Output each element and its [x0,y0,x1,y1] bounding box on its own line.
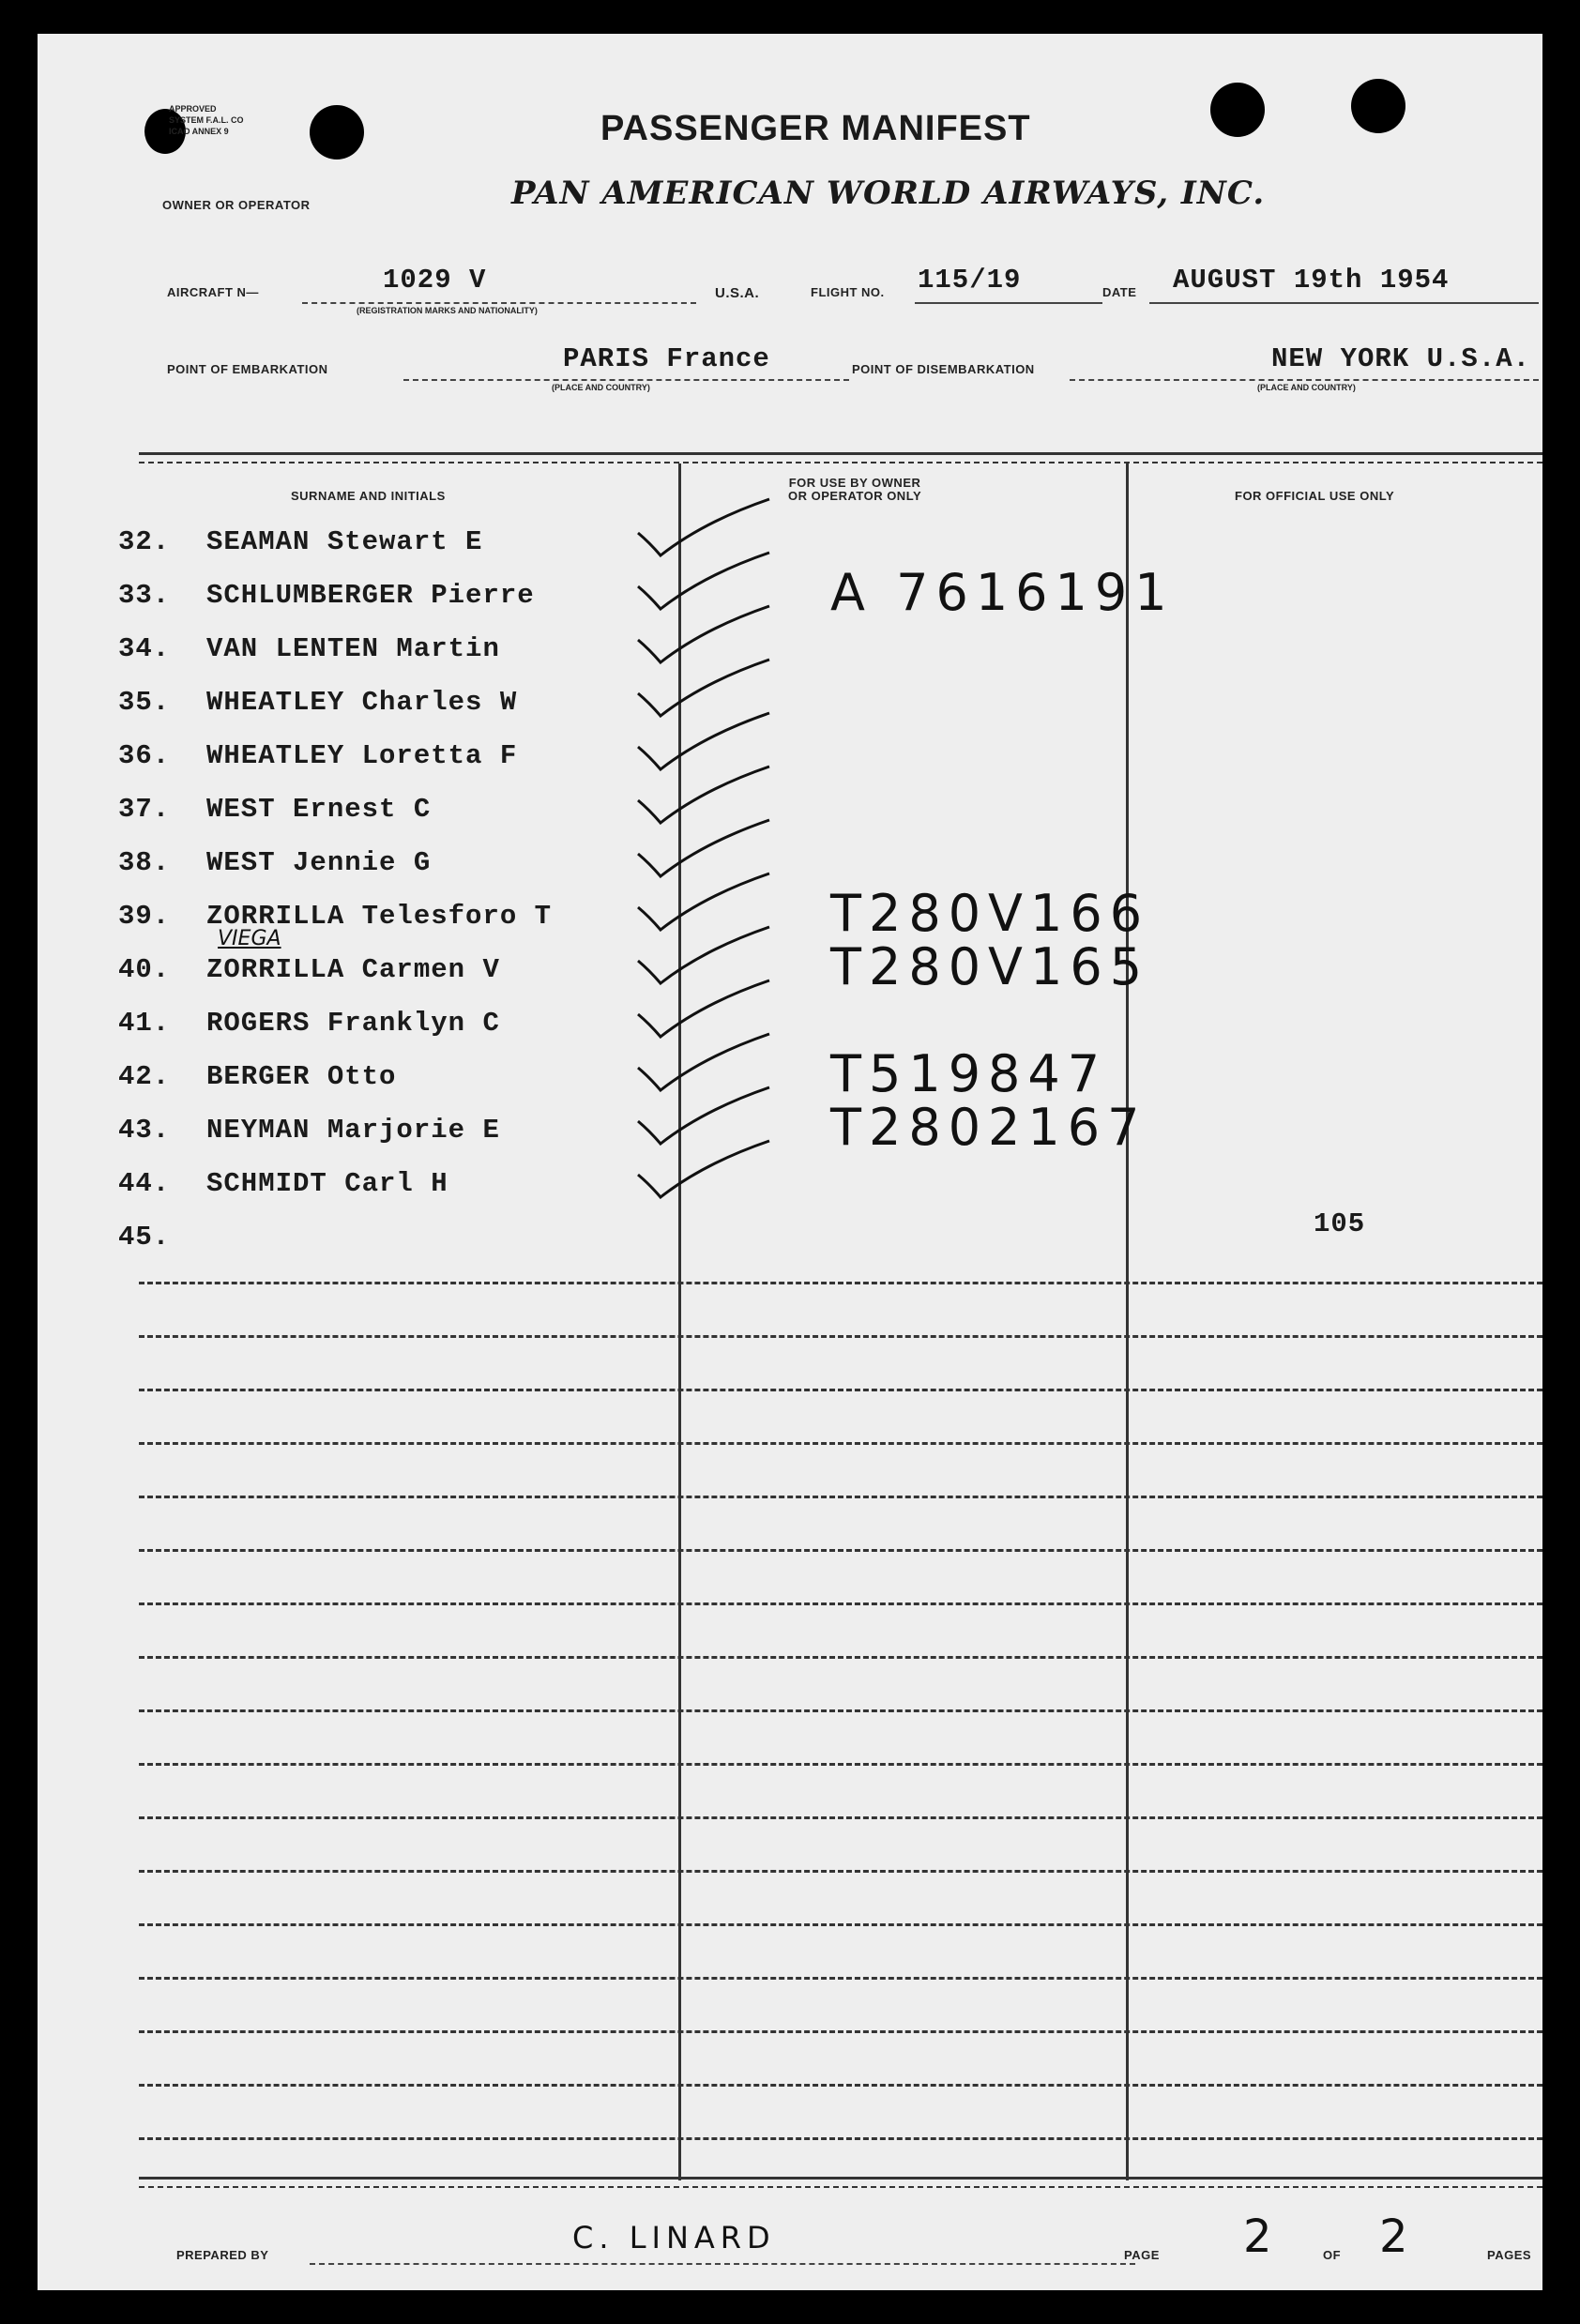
passenger-name: SEAMAN Stewart E [206,526,483,557]
aircraft-caption: (REGISTRATION MARKS AND NATIONALITY) [357,306,538,315]
row-number: 35. [118,687,171,718]
column-header-operator-line: FOR USE BY OWNER [788,476,921,490]
row-number: 41. [118,1008,171,1039]
passenger-name: VAN LENTEN Martin [206,633,500,664]
row-number: 32. [118,526,171,557]
blank-ruled-line [139,1282,1542,1284]
page-number: 2 [1243,2210,1272,2263]
page-label: PAGE [1124,2248,1160,2262]
row-number: 37. [118,794,171,825]
row-number: 44. [118,1168,171,1199]
document-number: A 7616191 [830,563,1175,622]
owner-value: PAN AMERICAN WORLD AIRWAYS, INC. [511,175,1266,212]
passenger-name: SCHLUMBERGER Pierre [206,580,535,611]
blank-ruled-line [139,1709,1542,1712]
document-number: T280V165 [830,937,1150,996]
date-label: DATE [1102,285,1137,299]
row-number: 39. [118,901,171,932]
blank-ruled-line [139,1335,1542,1338]
disembark-caption: (PLACE AND COUNTRY) [1257,383,1356,392]
blank-ruled-line [139,1602,1542,1605]
approval-stamp-line: SYSTEM F.A.L. CO [169,115,244,125]
blank-ruled-line [139,2137,1542,2140]
blank-ruled-line [139,2030,1542,2033]
total-pages: 2 [1379,2210,1408,2263]
usa-label: U.S.A. [715,285,760,301]
column-header-name: SURNAME AND INITIALS [291,489,446,503]
column-header-official: FOR OFFICIAL USE ONLY [1235,489,1395,503]
row-number: 34. [118,633,171,664]
row-number: 40. [118,954,171,985]
table-top-rule [139,462,1542,463]
passenger-name: ROGERS Franklyn C [206,1008,500,1039]
table-bottom-rule [139,2177,1542,2180]
blank-ruled-line [139,1763,1542,1766]
passenger-name: ZORRILLA Carmen V [206,954,500,985]
check-mark-icon [629,1135,779,1201]
blank-ruled-line [139,1389,1542,1391]
official-note: 105 [1314,1208,1366,1239]
aircraft-label: AIRCRAFT N— [167,285,259,299]
blank-ruled-line [139,1977,1542,1980]
blank-ruled-line [139,1816,1542,1819]
column-header-operator-line: OR OPERATOR ONLY [788,489,922,503]
blank-ruled-line [139,1442,1542,1445]
embark-caption: (PLACE AND COUNTRY) [552,383,650,392]
punch-hole [1351,79,1405,133]
passenger-name: WHEATLEY Charles W [206,687,518,718]
aircraft-underline [302,302,696,304]
blank-ruled-line [139,1549,1542,1552]
disembark-label: POINT OF DISEMBARKATION [852,362,1035,376]
disembark-underline [1070,379,1539,381]
passenger-name: WEST Ernest C [206,794,432,825]
row-number: 43. [118,1115,171,1146]
prepared-underline [310,2263,1135,2265]
column-header-operator [788,477,921,503]
embark-underline [403,379,849,381]
row-number: 45. [118,1222,171,1253]
approval-stamp-line: APPROVED [169,104,217,114]
row-number: 36. [118,740,171,771]
check-mark-stroke [638,1141,769,1197]
blank-ruled-line [139,1656,1542,1659]
blank-ruled-line [139,2084,1542,2087]
handwritten-correction: VIEGA [218,927,281,950]
flight-label: FLIGHT NO. [811,285,885,299]
owner-label: OWNER OR OPERATOR [162,198,311,212]
row-number: 42. [118,1061,171,1092]
of-label: OF [1323,2248,1342,2262]
flight-value: 115/19 [918,265,1022,296]
embark-value: PARIS France [563,343,770,374]
blank-ruled-line [139,1496,1542,1498]
table-top-rule [139,452,1542,455]
approval-stamp-line: ICAO ANNEX 9 [169,127,229,136]
passenger-name: WHEATLEY Loretta F [206,740,518,771]
prepared-label: PREPARED BY [176,2248,269,2262]
punch-hole [1210,83,1265,137]
aircraft-value: 1029 V [383,265,487,296]
punch-hole [310,105,364,159]
row-number: 38. [118,847,171,878]
blank-ruled-line [139,1870,1542,1873]
prepared-value: C. LINARD [572,2220,776,2256]
pages-label: PAGES [1487,2248,1532,2262]
approval-stamp [169,103,244,137]
date-underline [1149,302,1539,304]
passenger-name: NEYMAN Marjorie E [206,1115,500,1146]
table-bottom-rule [139,2186,1542,2188]
row-number: 33. [118,580,171,611]
passenger-name: BERGER Otto [206,1061,397,1092]
passenger-name: SCHMIDT Carl H [206,1168,448,1199]
passenger-name: ZORRILLA Telesforo T [206,901,553,932]
document-number: T519847 [830,1044,1108,1103]
document-number: T280V166 [830,884,1150,943]
flight-underline [915,302,1102,304]
blank-ruled-line [139,1923,1542,1926]
passenger-name: WEST Jennie G [206,847,432,878]
embark-label: POINT OF EMBARKATION [167,362,328,376]
date-value: AUGUST 19th 1954 [1173,265,1450,296]
manifest-sheet [38,34,1542,2290]
document-number: T2802167 [830,1098,1147,1157]
page-title: PASSENGER MANIFEST [600,109,1031,148]
disembark-value: NEW YORK U.S.A. [1271,343,1531,374]
